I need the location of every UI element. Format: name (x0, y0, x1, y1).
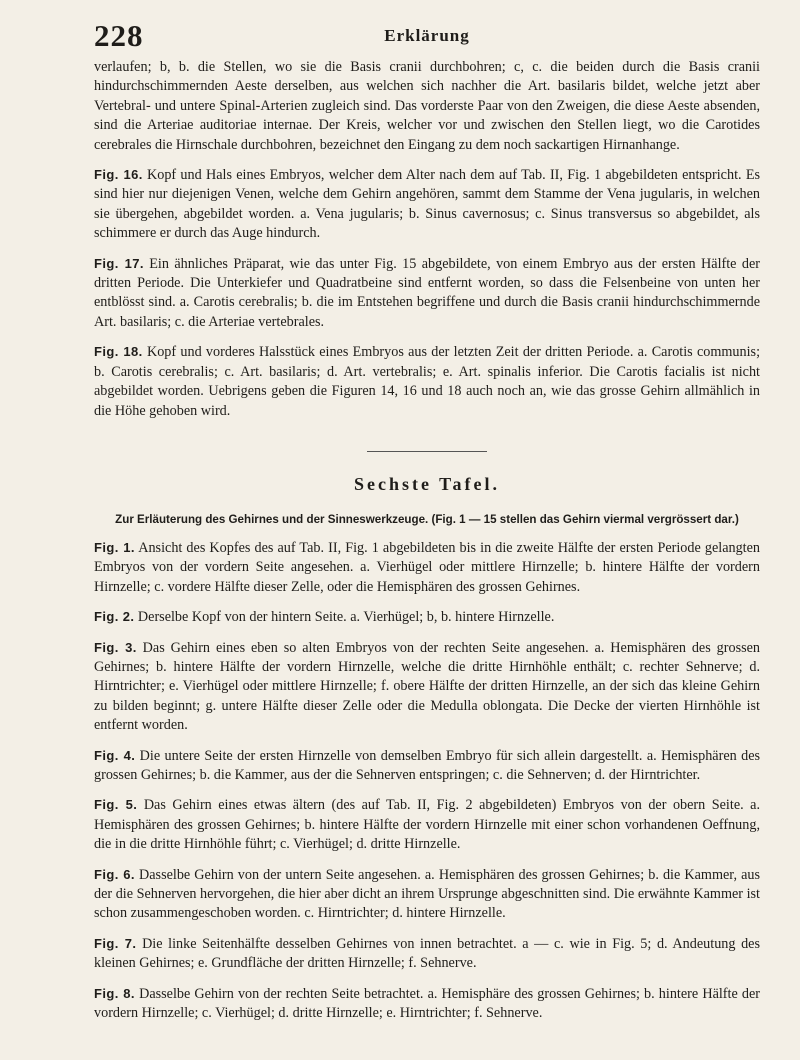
figure-text: Die linke Seitenhälfte desselben Gehirnes von innen betrachtet. a — c. wie in Fig. 5; d. Andeutung des kleinen Gehirnes; e. Grundfläche der dritten Hirnzelle; f. Sehnerve. (94, 935, 761, 972)
figure-text: Das Gehirn eines etwas ältern (des auf Tab. II, Fig. 2 abgebildeten) Embryos von der obern Seite. a. Hemisphären des grossen Gehirnes; b. hintere Hälfte der vordern Hirnzelle mit einer schon vorhandenen Oeffnung, die in die dritte Hirnhöhle führt; c. Vierhügel; d. dritte Hirnzelle. (94, 797, 761, 853)
page-number: 228 (94, 18, 144, 53)
figure-list-part2 (94, 538, 760, 1024)
figure-entry (94, 638, 760, 736)
figure-text: Dasselbe Gehirn von der rechten Seite betrachtet. a. Hemisphäre des grossen Gehirnes; b. hintere Hälfte der vordern Hirnzelle; c. Vierhügel; d. dritte Hirnzelle; e. Hirntrichter; f. Sehnerve. (94, 985, 761, 1022)
figure-label: Fig. 7. (94, 935, 137, 951)
figure-text: Derselbe Kopf von der hintern Seite. a. Vierhügel; b, b. hintere Hirnzelle. (137, 609, 555, 626)
figure-list-part1 (94, 165, 760, 421)
page-header (94, 18, 760, 58)
figure-text: Ansicht des Kopfes des auf Tab. II, Fig. 1 abgebildeten bis in die zweite Hälfte der ersten Periode gelangten Embryos von der vordern Seite angesehen. a. Vierhügel oder mittlere Hirnzelle; b. hintere Hälfte der vordern Hirnzelle; c. vordere Hälfte dieser Zelle, oder die Hemisphären des grossen Gehirnes. (94, 539, 761, 595)
figure-label: Fig. 18. (94, 344, 143, 360)
figure-entry (94, 984, 760, 1024)
figure-text: Kopf und vorderes Halsstück eines Embryos aus der letzten Zeit der dritten Periode. a. Carotis communis; b. Carotis cerebralis; c. Art. basilaris; d. Art. vertebralis; e. Art. spinalis inferior. Die Carotis facialis ist nicht abgebildet worden. Uebrigens geben die Figuren 14, 16 und 18 auch noch an, wie das grosse Gehirn allmählich in die Höhe gehoben wird. (94, 344, 761, 419)
figure-label: Fig. 8. (94, 985, 135, 1001)
figure-label: Fig. 17. (94, 255, 144, 271)
figure-label: Fig. 16. (94, 167, 143, 183)
figure-entry (94, 865, 760, 924)
figure-text: Ein ähnliches Präparat, wie das unter Fig. 15 abgebildete, von einem Embryo aus der ersten Hälfte der dritten Periode. Die Unterkiefer und Quadratbeine sind entfernt worden, so dass die Felsenbeine von unten her entblösst sind. a. Carotis cerebralis; b. die im Entstehen begriffene und durch die Basis cranii hindurchschimmernde Art. basilaris; c. die Arteriae vertebrales. (94, 255, 760, 330)
running-title: Erklärung (384, 26, 470, 45)
figure-entry (94, 342, 760, 421)
figure-label: Fig. 3. (94, 639, 137, 655)
figure-label: Fig. 4. (94, 747, 136, 763)
figure-entry (94, 607, 760, 627)
figure-label: Fig. 6. (94, 866, 135, 882)
figure-label: Fig. 1. (94, 539, 135, 555)
figure-entry (94, 746, 760, 786)
continuation-paragraph: verlaufen; b, b. die Stellen, wo sie die Basis cranii durchbohren; c, c. die beiden durch die Basis cranii hindurchschimmernden Aeste derselben, aus welchen sich nachher die Art. basilaris bildet, welche jetzt aber Vertebral- und untere Spinal-Arterien zugleich sind. Das vorderste Paar von den Zweigen, die diese Aeste absenden, sind die Arteriae auditoriae internae. Der Kreis, welcher vor und zwischen den Stellen liegt, wo die Carotides cerebrales die Hirnschale durchbohren, bezeichnet den Eingang zu dem noch sackartigen Hirnanhange. (94, 59, 760, 153)
figure-label: Fig. 5. (94, 797, 138, 813)
figure-label: Fig. 2. (94, 609, 135, 625)
figure-entry (94, 934, 760, 974)
figure-entry (94, 254, 760, 333)
figure-text: Das Gehirn eines eben so alten Embryos von der rechten Seite angesehen. a. Hemisphären des grossen Gehirnes; b. hintere Hälfte der vordern Hirnzelle, welche die dritte Hirnhöhle enthält; c. rechter Sehnerve; d. Hirntrichter; e. Vierhügel oder mittlere Hirnzelle; f. obere Hälfte der dritten Hirnzelle, an der sich das kleine Gehirn zu bilden beginnt; g. untere Hälfte dieser Zelle oder die Medulla oblongata. Die Decke der vierten Hirnhöhle ist entfernt worden. (94, 639, 761, 734)
figure-text: Die untere Seite der ersten Hirnzelle von demselben Embryo für sich allein dargestellt. a. Hemisphären des grossen Gehirnes; b. die Kammer, aus der die Sehnerven entspringen; c. die Sehnerven; d. der Hirntrichter. (94, 747, 761, 783)
figure-text: Dasselbe Gehirn von der untern Seite angesehen. a. Hemisphären des grossen Gehirnes; b. die Kammer, aus der die Sehnerven hervorgehen, die hier aber dicht an ihrem Ursprunge abgeschnitten sind. Die erwähnte Kammer ist schon zusammengeschoben worden. c. Hirntrichter; d. hintere Hirnzelle. (94, 866, 761, 922)
section-divider (367, 451, 487, 452)
figure-text: Kopf und Hals eines Embryos, welcher dem Alter nach dem auf Tab. II, Fig. 1 abgebildeten entspricht. Es sind hier nur diejenigen Venen, welche dem Gehirn angehören, sammt dem Stamme der Vena jugularis, in welchen sie übergehen, abgebildet worden. a. Vena jugularis; b. Sinus cavernosus; c. Sinus transversus so abgebildet, als schimmere er durch das Auge hindurch. (94, 167, 761, 242)
figure-entry (94, 795, 760, 854)
section-title: Sechste Tafel. (353, 473, 500, 494)
section-note: Zur Erläuterung des Gehirnes und der Sinneswerkzeuge. (Fig. 1 — 15 stellen das Gehirn viermal vergrössert dar.) (115, 512, 739, 526)
figure-entry (94, 538, 760, 597)
figure-entry (94, 165, 760, 244)
